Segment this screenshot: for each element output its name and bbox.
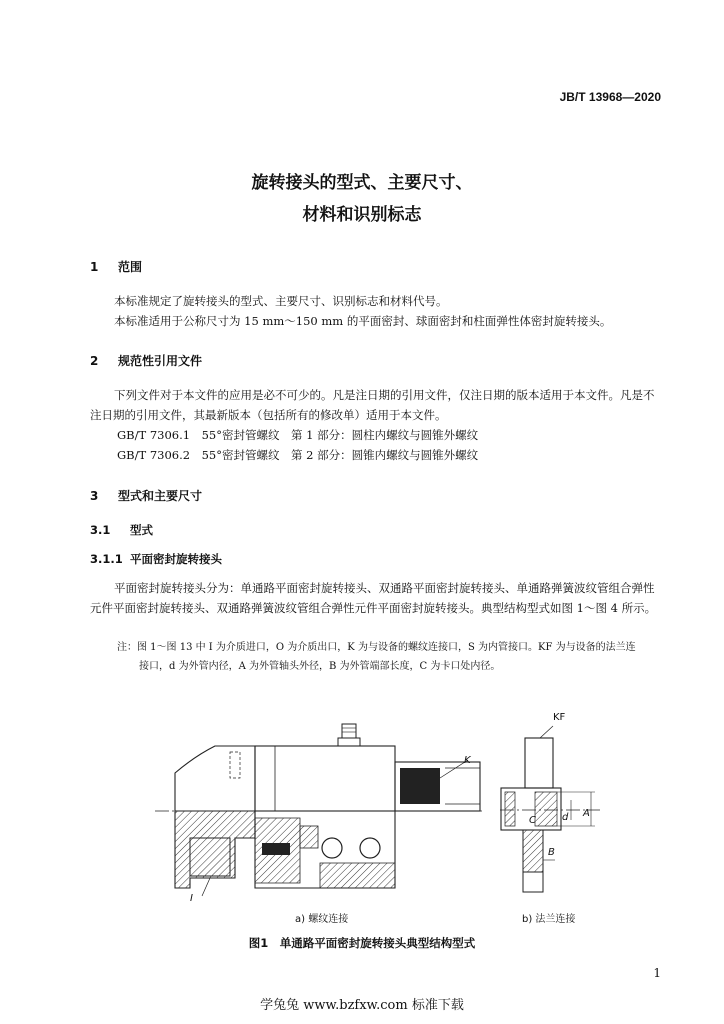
section-1-paragraph-2: 本标准适用于公称尺寸为 15 mm～150 mm 的平面密封、球面密封和柱面弹性体密封旋转接头。 <box>114 314 612 328</box>
figure-label-i: I <box>190 893 193 904</box>
figure-label-c: C <box>529 815 536 826</box>
subsection-3-1-heading <box>90 522 153 538</box>
figure-caption-b: b) 法兰连接 <box>522 914 576 925</box>
section-title: 范围 <box>118 260 143 274</box>
section-number: 1 <box>90 260 99 274</box>
section-number: 3 <box>90 489 99 503</box>
section-3-paragraph-1: 平面密封旋转接头分为：单通路平面密封旋转接头、双通路平面密封旋转接头、单通路弹簧波纹管组合弹性元件平面密封旋转接头、双通路弹簧波纹管组合弹性元件平面密封旋转接头。典型结构型式如图 1～图 4 所示。 <box>90 581 657 615</box>
document-title-line1: 旋转接头的型式、主要尺寸、 <box>251 173 473 193</box>
section-3-heading <box>90 487 202 504</box>
reference-1: GB/T 7306.1 55°密封管螺纹 第 1 部分：圆柱内螺纹与圆锥外螺纹 <box>117 428 479 442</box>
subsection-number: 3.1.1 <box>90 552 123 566</box>
note-line-1: 注：图 1～图 13 中 I 为介质进口，O 为介质出口，K 为与设备的螺纹连接口，S 为内管接口。KF 为与设备的法兰连 <box>117 642 636 653</box>
figure-label-a: A <box>583 808 590 819</box>
figure-label-kf: KF <box>553 712 566 723</box>
section-title: 型式和主要尺寸 <box>118 489 203 503</box>
subsection-3-1-1-heading <box>90 551 222 567</box>
subsection-title: 型式 <box>130 523 153 537</box>
figure-caption-a: a) 螺纹连接 <box>295 914 349 925</box>
note-line-2: 接口，d 为外管内径，A 为外管轴头外径，B 为外管端部长度，C 为卡口处内径。 <box>139 661 501 672</box>
figure-threaded-connection <box>150 718 495 908</box>
section-number: 2 <box>90 354 99 368</box>
section-1-heading <box>90 258 142 275</box>
figure-title: 图1 单通路平面密封旋转接头典型结构型式 <box>248 936 476 950</box>
page-number: 1 <box>653 966 661 980</box>
section-1-paragraph-1: 本标准规定了旋转接头的型式、主要尺寸、识别标志和材料代号。 <box>114 294 448 308</box>
footer-watermark: 学兔兔 www.bzfxw.com 标准下载 <box>260 998 464 1013</box>
subsection-title: 平面密封旋转接头 <box>130 552 222 566</box>
section-2-heading <box>90 352 202 369</box>
reference-2: GB/T 7306.2 55°密封管螺纹 第 2 部分：圆锥内螺纹与圆锥外螺纹 <box>117 448 479 462</box>
subsection-number: 3.1 <box>90 523 111 537</box>
document-code: JB/T 13968—2020 <box>559 90 661 104</box>
figure-label-d: d <box>562 812 569 823</box>
figure-label-k: K <box>464 755 471 766</box>
section-title: 规范性引用文件 <box>118 354 203 368</box>
figure-label-b: B <box>548 847 555 858</box>
note <box>117 638 663 676</box>
section-2-paragraph-1: 下列文件对于本文件的应用是必不可少的。凡是注日期的引用文件，仅注日期的版本适用于本文件。凡是不注日期的引用文件，其最新版本（包括所有的修改单）适用于本文件。 <box>90 388 655 422</box>
document-title-line2: 材料和识别标志 <box>302 205 422 225</box>
